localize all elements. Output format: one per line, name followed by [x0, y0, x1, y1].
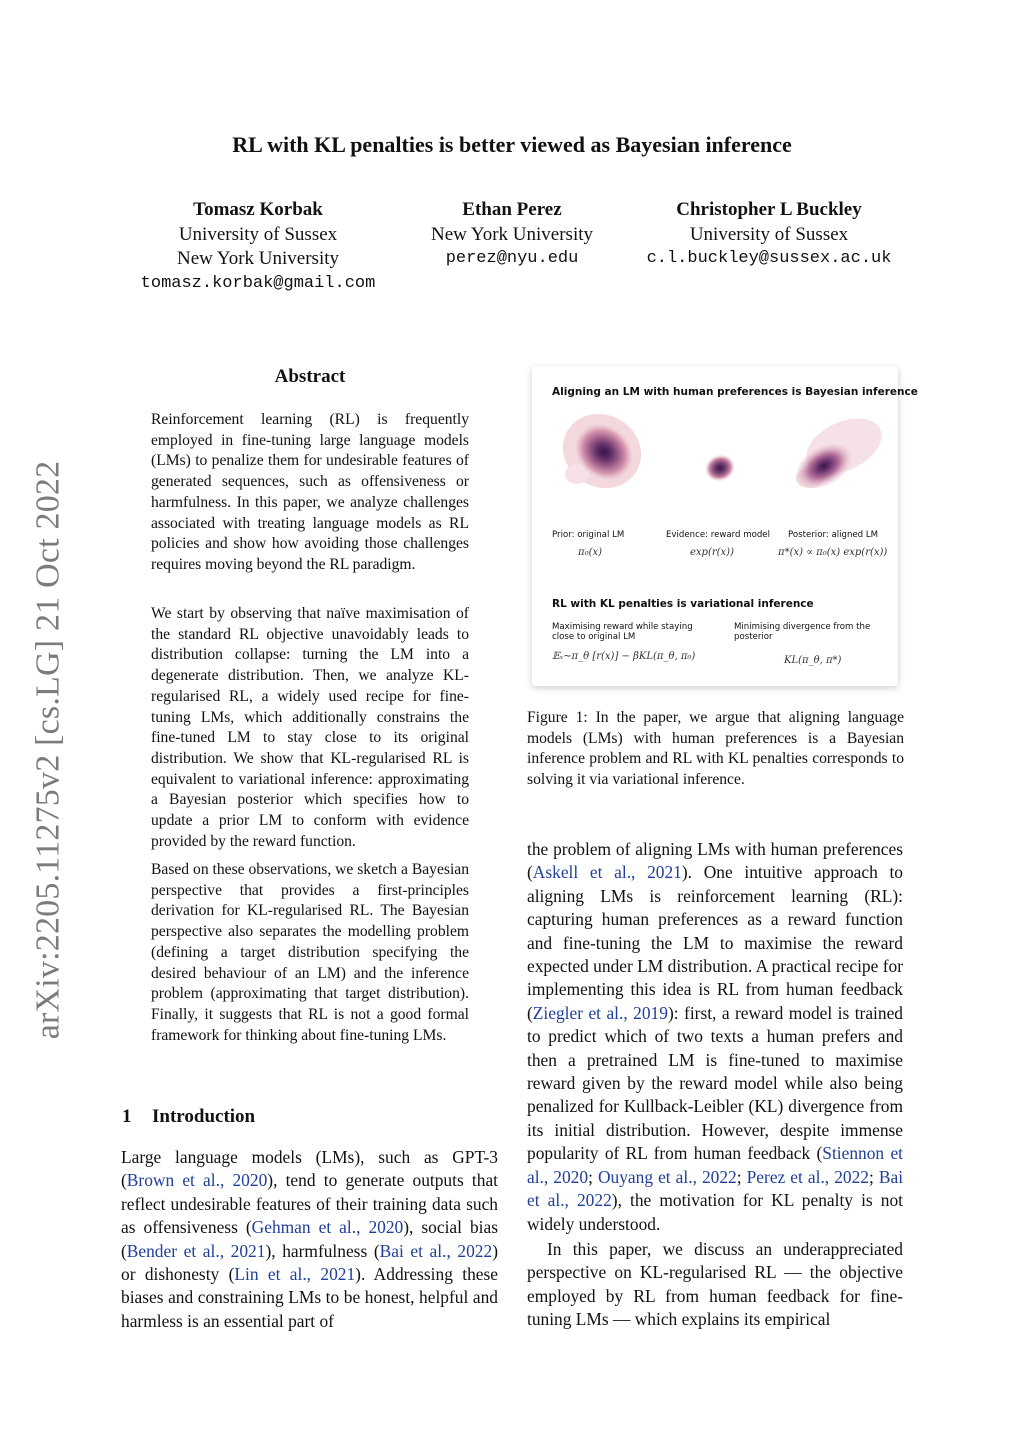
- author-email[interactable]: perez@nyu.edu: [445, 249, 579, 268]
- author-affiliation: University of Sussex: [178, 223, 338, 245]
- evidence-density: [701, 451, 738, 486]
- author-email[interactable]: c.l.buckley@sussex.ac.uk: [646, 249, 892, 268]
- citation-link[interactable]: Ziegler et al., 2019: [532, 1002, 668, 1023]
- citation-link[interactable]: Bai et al., 2022: [379, 1240, 493, 1261]
- prior-formula: π₀(x): [578, 547, 603, 558]
- citation-link[interactable]: Brown et al., 2020: [126, 1170, 268, 1191]
- objective-formula: 𝔼ₓ∼π_θ [r(x)] − βKL(π_θ, π₀): [552, 651, 696, 662]
- objective-description: Maximising reward while staying close to original LM: [552, 622, 693, 642]
- evidence-label: Evidence: reward model: [666, 530, 770, 540]
- author-block-1: [108, 198, 408, 296]
- author-affiliation: University of Sussex: [689, 223, 849, 245]
- abstract-paragraph-3: Based on these observations, we sketch a Bayesian perspective that provides a first-principles derivation for KL-regularised RL. The Bayesian perspective also separates the modelling problem (defining a target distribution specifying the desired behaviour of an LM) and the inference problem (approximating that target distribution). Finally, it suggests that RL is not a good formal framework for thinking about fine-tuning LMs.: [151, 861, 469, 1044]
- citation-link[interactable]: Bai et al., 2022: [527, 1166, 904, 1211]
- divergence-formula: KL(π_θ, π*): [784, 655, 842, 666]
- citation-link[interactable]: Stiennon et al., 2020: [527, 1143, 904, 1187]
- paper-title: RL with KL penalties is better viewed as Bayesian inference: [232, 132, 792, 157]
- author-email[interactable]: tomasz.korbak@gmail.com: [140, 273, 376, 293]
- figure-title: Aligning an LM with human preferences is Bayesian inference: [552, 386, 918, 398]
- author-affiliation: New York University: [430, 223, 594, 245]
- citation-link[interactable]: Gehman et al., 2020: [251, 1217, 404, 1238]
- citation-link[interactable]: Perez et al., 2022: [746, 1166, 869, 1187]
- posterior-formula: π*(x) ∝ π₀(x) exp(r(x)): [778, 547, 888, 558]
- abstract-paragraph-2: We start by observing that naïve maximisation of the standard RL objective unavoidably leads to distribution collapse: turning the LM into a degenerate distribution. Then, we analyze KL-regularised RL, a widely used recipe for fine-tuning LMs, which additionally constrains the fine-tuned LM to stay close to its original distribution. We show that KL-regularised RL is equivalent to variational inference: approximating a Bayesian posterior which specifies how to update a prior LM to conform with evidence provided by the reward function.: [151, 605, 469, 850]
- intro-paragraph-left: Large language models (LMs), such as GPT-3 (Brown et al., 2020), tend to generate outputs that reflect undesirable features of their training data such as offensiveness (Gehman et al., 2020), social bias (Bender et al., 2021), harmfulness (Bai et al., 2022) or dishonesty (Lin et al., 2021). Addressing these biases and constraining LMs to be honest, helpful and harmless is an essential part of: [121, 1147, 498, 1331]
- section-title: Introduction: [152, 1106, 256, 1127]
- prior-label: Prior: original LM: [552, 530, 625, 540]
- section-heading-introduction: [122, 1106, 255, 1128]
- author-name: Ethan Perez: [462, 199, 562, 220]
- figure-1: [532, 366, 918, 686]
- arxiv-id: arXiv:2205.11275v2 [cs.LG] 21 Oct 2022: [29, 460, 67, 1040]
- abstract-paragraph-1: Reinforcement learning (RL) is frequently employed in fine-tuning large language models (LMs) to penalize them for undesirable features of generated sequences, such as offensiveness or harmfulness. In this paper, we analyze challenges associated with treating language models as RL policies and show how avoiding those challenges requires moving beyond the RL paradigm.: [151, 411, 469, 573]
- intro-paragraph-right-1: the problem of aligning LMs with human preferences (Askell et al., 2021). One intuitive approach to aligning LMs is reinforcement learning (RL): capturing human preferences as a reward function and fine-tuning the LM to maximise the reward expected under LM distribution. A practical recipe for implementing this idea is RL from human feedback (Ziegler et al., 2019): first, a reward model is trained to predict which of two texts a human prefers and then a pretrained LM is fine-tuned to maximise reward given by the reward model while also being penalized for Kullback-Leibler (KL) divergence from its initial distribution. However, despite immense popularity of RL from human feedback (Stiennon et al., 2020; Ouyang et al., 2022; Perez et al., 2022; Bai et al., 2022), the motivation for KL penalty is not widely understood.: [527, 839, 904, 1234]
- evidence-formula: exp(r(x)): [690, 547, 734, 558]
- figure-subtitle: RL with KL penalties is variational inference: [552, 598, 814, 610]
- section-number: 1: [122, 1106, 132, 1127]
- author-affiliation: New York University: [176, 248, 340, 269]
- figure-caption: Figure 1: In the paper, we argue that aligning language models (LMs) with human preferences is a Bayesian inference problem and RL with KL penalties corresponds to solving it via variational inference.: [527, 709, 904, 788]
- divergence-description: Minimising divergence from the posterior: [734, 622, 871, 642]
- author-block-3: [629, 198, 909, 272]
- citation-link[interactable]: Ouyang et al., 2022: [597, 1166, 737, 1187]
- citation-link[interactable]: Askell et al., 2021: [532, 862, 682, 883]
- intro-paragraph-right-2: In this paper, we discuss an underappreciated perspective on KL-regularised RL — the objective employed by RL from human feedback for fine-tuning LMs — which explains its empirical: [527, 1239, 903, 1330]
- arxiv-stamp: [28, 450, 68, 1050]
- author-block-2: [382, 198, 642, 272]
- abstract-heading: Abstract: [274, 366, 346, 387]
- citation-link[interactable]: Lin et al., 2021: [234, 1264, 356, 1285]
- citation-link[interactable]: Bender et al., 2021: [126, 1240, 266, 1261]
- author-name: Christopher L Buckley: [676, 199, 862, 220]
- posterior-label: Posterior: aligned LM: [788, 530, 879, 540]
- author-name: Tomasz Korbak: [193, 199, 323, 220]
